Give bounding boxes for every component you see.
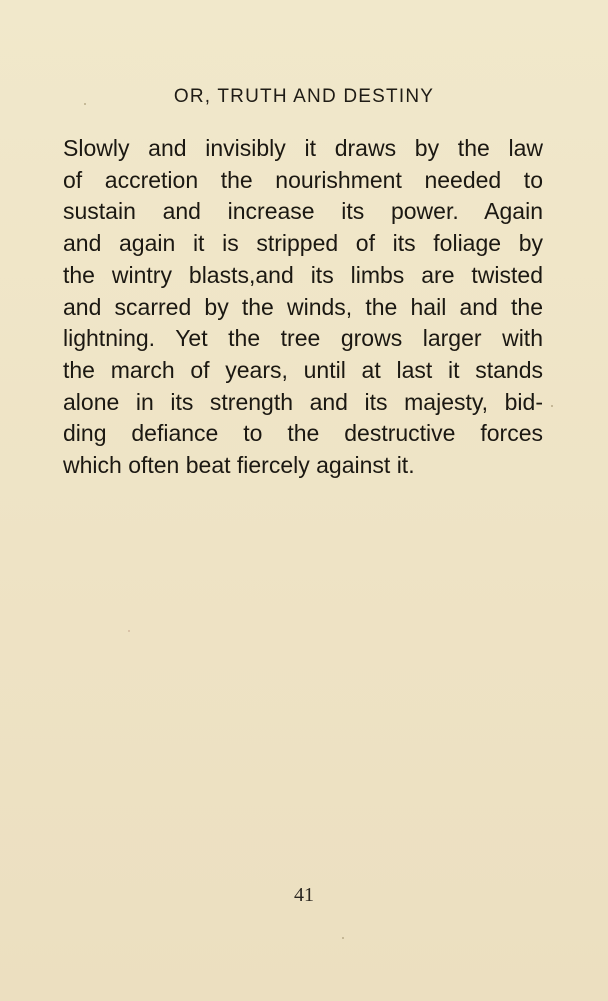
text-line: Slowly and invisibly it draws by the law	[63, 135, 543, 161]
text-line: alone in its strength and its majesty, bid-	[63, 388, 543, 415]
text-line: the march of years, until at last it stands	[63, 356, 543, 383]
paper-speck	[551, 405, 553, 407]
paper-speck	[84, 103, 86, 105]
body-paragraph	[63, 133, 543, 482]
text-line: and again it is stripped of its foliage by	[63, 230, 543, 257]
text-line: ding defiance to the destructive forces	[63, 420, 543, 447]
text-line: sustain and increase its power. Again	[63, 198, 543, 225]
paper-speck	[342, 937, 344, 939]
running-head: OR, TRUTH AND DESTINY	[173, 86, 435, 107]
paper-speck	[128, 630, 130, 632]
text-line: and scarred by the winds, the hail and the	[63, 293, 543, 320]
text-line: of accretion the nourishment needed to	[63, 166, 543, 193]
text-line: lightning. Yet the tree grows larger with	[63, 325, 543, 352]
page-number: 41	[294, 884, 314, 906]
text-line: which often beat fiercely against it.	[63, 452, 415, 479]
text-line: the wintry blasts,and its limbs are twisted	[63, 261, 543, 288]
